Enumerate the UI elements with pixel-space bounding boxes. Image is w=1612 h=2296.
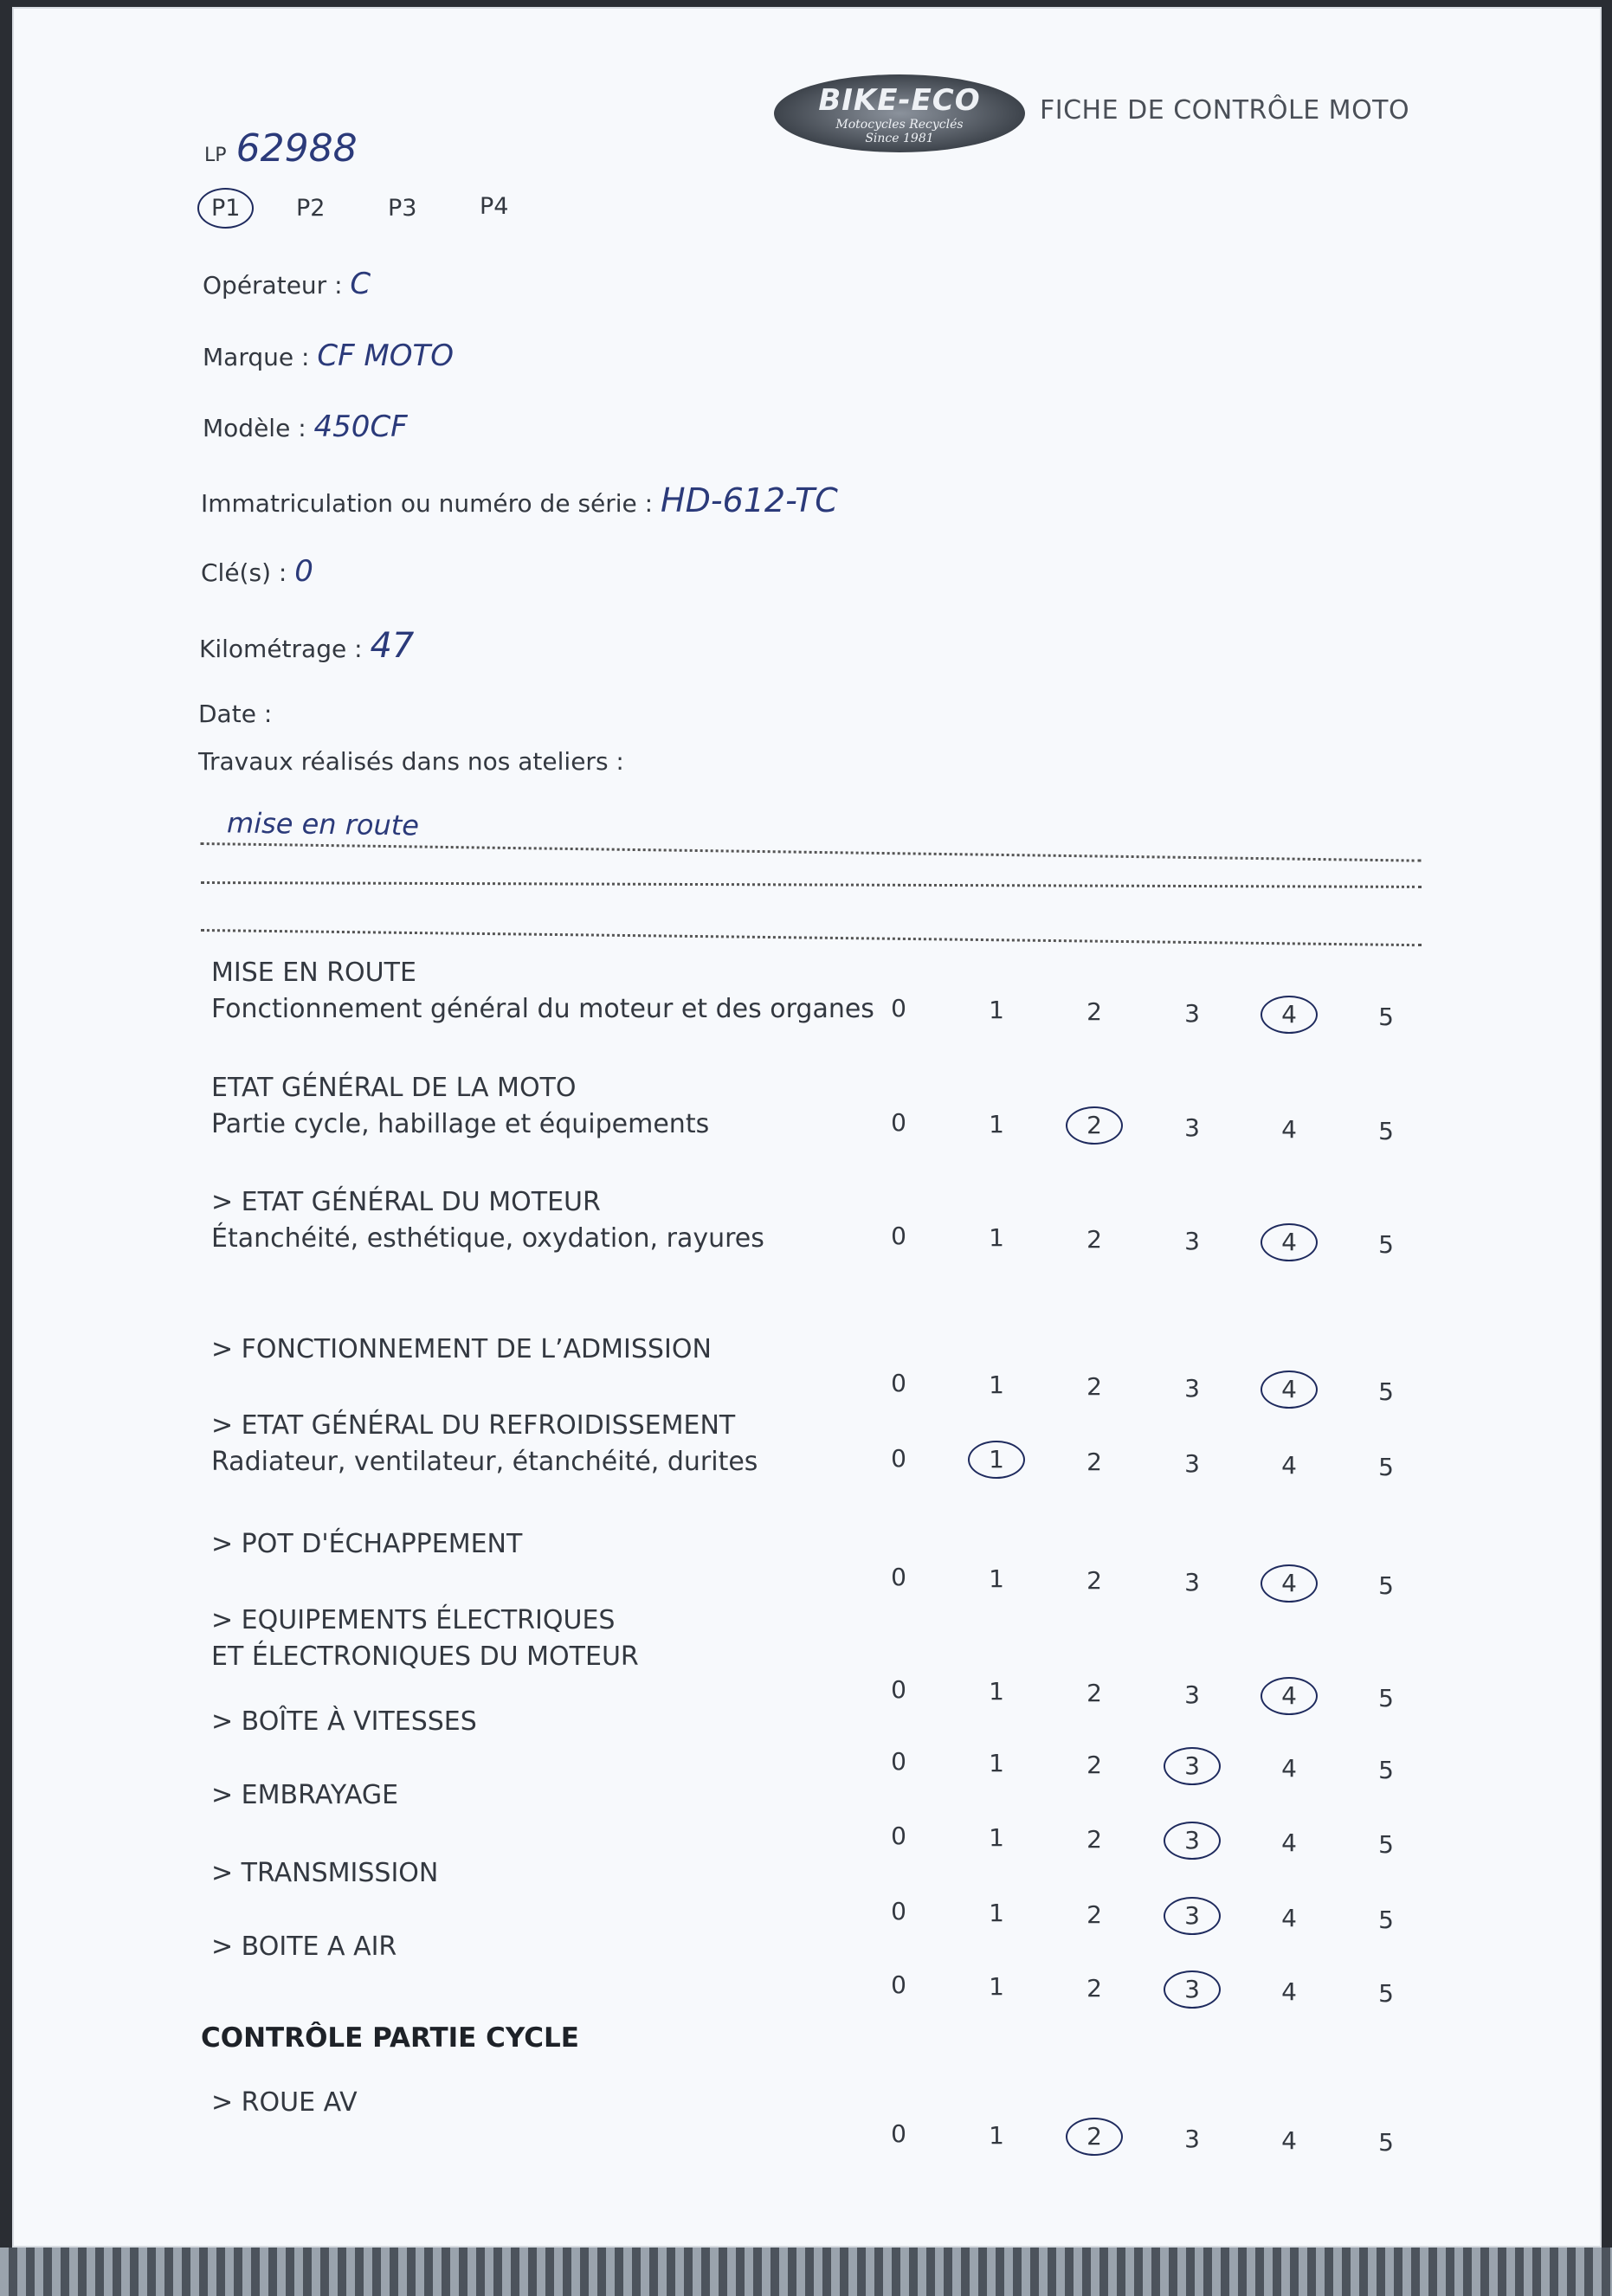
criterion-label-11 (211, 2085, 358, 2121)
criterion-label-4 (211, 1408, 758, 1480)
rating-option[interactable]: 2 (1086, 1900, 1102, 1929)
rating-option[interactable]: 1 (989, 1110, 1004, 1138)
marque-label: Marque : (203, 343, 310, 371)
rating-option[interactable]: 3 (1184, 1113, 1200, 1142)
rating-option-selected[interactable]: 4 (1261, 1564, 1318, 1603)
criterion-subtitle: Étanchéité, esthétique, oxydation, rayures (211, 1223, 764, 1254)
kilometrage-label: Kilométrage : (199, 635, 363, 663)
rating-option[interactable]: 1 (989, 2121, 1004, 2150)
rating-option[interactable]: 5 (1378, 1117, 1394, 1145)
rating-option[interactable]: 0 (891, 1369, 906, 1397)
rating-option[interactable]: 4 (1281, 1828, 1297, 1857)
logo-brand: BIKE-ECO (818, 83, 981, 118)
rating-option[interactable]: 4 (1281, 1977, 1297, 2006)
marque-value[interactable]: CF MOTO (317, 339, 455, 373)
criterion-subtitle: Fonctionnement général du moteur et des organes (211, 994, 874, 1024)
modele-label: Modèle : (203, 414, 306, 442)
criterion-title: > FONCTIONNEMENT DE L’ADMISSION (211, 1334, 712, 1364)
rating-option[interactable]: 0 (891, 1822, 906, 1850)
rating-option[interactable]: 2 (1086, 1679, 1102, 1707)
travaux-label: Travaux réalisés dans nos ateliers : (198, 747, 624, 776)
rating-option[interactable]: 3 (1184, 2125, 1200, 2153)
immatriculation-value[interactable]: HD-612-TC (661, 481, 838, 519)
rating-option[interactable]: 5 (1378, 1906, 1394, 1934)
rating-option[interactable]: 5 (1378, 1003, 1394, 1031)
rating-option[interactable]: 0 (891, 994, 906, 1022)
rating-option[interactable]: 2 (1086, 1825, 1102, 1854)
rating-option[interactable]: 0 (891, 1563, 906, 1591)
criterion-title: > BOÎTE À VITESSES (211, 1706, 477, 1737)
criterion-label-0 (211, 955, 874, 1028)
rating-option-selected[interactable]: 4 (1261, 996, 1318, 1034)
rating-option-selected[interactable]: 4 (1261, 1677, 1318, 1715)
criterion-title: > ROUE AV (211, 2087, 358, 2118)
rating-option[interactable]: 4 (1281, 2126, 1297, 2155)
tab-p2[interactable]: P2 (296, 195, 326, 222)
rating-option-selected[interactable]: 4 (1261, 1223, 1318, 1261)
rating-option[interactable]: 2 (1086, 997, 1102, 1026)
rating-option[interactable]: 1 (989, 1564, 1004, 1593)
operateur-value[interactable]: C (350, 267, 371, 301)
criterion-title: ETAT GÉNÉRAL DE LA MOTO (211, 1073, 577, 1103)
rating-option-selected[interactable]: 3 (1164, 1970, 1221, 2009)
rating-option[interactable]: 5 (1378, 1979, 1394, 2008)
rating-option[interactable]: 3 (1184, 999, 1200, 1028)
kilometrage-value[interactable]: 47 (370, 626, 415, 666)
form-sheet (12, 7, 1602, 2248)
rating-option[interactable]: 3 (1184, 1568, 1200, 1596)
rating-option[interactable]: 3 (1184, 1227, 1200, 1255)
rating-option[interactable]: 2 (1086, 1448, 1102, 1476)
criterion-title: > BOITE A AIR (211, 1932, 397, 1962)
criterion-subtitle: ET ÉLECTRONIQUES DU MOTEUR (211, 1641, 639, 1672)
operateur-label: Opérateur : (203, 271, 343, 300)
rating-grid (12, 7, 1602, 2248)
tab-p3[interactable]: P3 (388, 195, 417, 222)
rating-option[interactable]: 5 (1378, 1571, 1394, 1600)
rating-option[interactable]: 1 (989, 1899, 1004, 1927)
immatriculation-label: Immatriculation ou numéro de série : (201, 489, 654, 518)
rating-option-selected[interactable]: 3 (1164, 1747, 1221, 1785)
rating-option-selected[interactable]: 2 (1066, 1106, 1123, 1145)
criterion-label-10 (211, 1929, 397, 1965)
rating-option[interactable]: 0 (891, 1970, 906, 1999)
criterion-label-3 (211, 1332, 712, 1368)
logo-tagline: Motocycles Recyclés (835, 118, 964, 132)
criterion-title: > POT D'ÉCHAPPEMENT (211, 1529, 523, 1559)
date-label: Date : (198, 700, 273, 728)
rating-option[interactable]: 5 (1378, 1377, 1394, 1406)
cles-value[interactable]: 0 (294, 554, 313, 589)
tab-p1[interactable]: P1 (197, 188, 254, 229)
criterion-title: > EMBRAYAGE (211, 1780, 399, 1810)
lp-label: LP (204, 145, 227, 166)
rating-option-selected[interactable]: 2 (1066, 2118, 1123, 2156)
travaux-value: mise en route (226, 806, 420, 842)
lp-value: 62988 (235, 126, 358, 171)
rating-option[interactable]: 5 (1378, 1830, 1394, 1859)
rating-option[interactable]: 0 (891, 2119, 906, 2148)
tab-p4[interactable]: P4 (480, 193, 509, 220)
criterion-label-5 (211, 1526, 522, 1563)
rating-option[interactable]: 5 (1378, 1230, 1394, 1259)
rating-option[interactable]: 2 (1086, 1751, 1102, 1779)
rating-option[interactable]: 5 (1378, 1453, 1394, 1481)
criterion-label-1 (211, 1070, 709, 1143)
criterion-label-8 (211, 1777, 398, 1814)
rating-option[interactable]: 0 (891, 1675, 906, 1704)
rating-option[interactable]: 4 (1281, 1904, 1297, 1932)
logo-since: Since 1981 (865, 132, 934, 145)
rating-option-selected[interactable]: 1 (968, 1441, 1025, 1479)
rating-option[interactable]: 1 (989, 1677, 1004, 1706)
criterion-label-7 (211, 1704, 477, 1740)
rating-option[interactable]: 5 (1378, 1684, 1394, 1712)
rating-option[interactable]: 5 (1378, 1756, 1394, 1784)
criterion-title: MISE EN ROUTE (211, 958, 416, 988)
criterion-title: > TRANSMISSION (211, 1858, 439, 1888)
criterion-subtitle: Radiateur, ventilateur, étanchéité, durites (211, 1447, 758, 1477)
rating-option[interactable]: 1 (989, 1823, 1004, 1852)
criterion-title: > ETAT GÉNÉRAL DU MOTEUR (211, 1187, 601, 1217)
rating-option[interactable]: 1 (989, 1371, 1004, 1399)
rating-option-selected[interactable]: 3 (1164, 1822, 1221, 1860)
modele-value[interactable]: 450CF (313, 410, 408, 444)
rating-option[interactable]: 3 (1184, 1449, 1200, 1478)
criterion-title: > EQUIPEMENTS ÉLECTRIQUES (211, 1605, 616, 1635)
binder-edge (0, 2248, 1612, 2296)
rating-option-selected[interactable]: 3 (1164, 1897, 1221, 1935)
criterion-label-9 (211, 1855, 438, 1892)
criterion-subtitle: Partie cycle, habillage et équipements (211, 1109, 710, 1139)
rating-option[interactable]: 3 (1184, 1680, 1200, 1709)
criterion-title: > ETAT GÉNÉRAL DU REFROIDISSEMENT (211, 1410, 736, 1441)
criterion-label-6 (211, 1603, 639, 1675)
rating-option[interactable]: 1 (989, 996, 1004, 1024)
rating-option[interactable]: 1 (989, 1223, 1004, 1252)
rating-option[interactable]: 0 (891, 1444, 906, 1473)
rating-option-selected[interactable]: 4 (1261, 1371, 1318, 1409)
rating-option[interactable]: 4 (1281, 1451, 1297, 1480)
rating-option[interactable]: 3 (1184, 1374, 1200, 1403)
rating-option[interactable]: 0 (891, 1897, 906, 1925)
rating-option[interactable]: 4 (1281, 1115, 1297, 1144)
rating-option[interactable]: 4 (1281, 1754, 1297, 1783)
rating-option[interactable]: 2 (1086, 1372, 1102, 1401)
rating-option[interactable]: 2 (1086, 1974, 1102, 2003)
rating-option[interactable]: 0 (891, 1747, 906, 1776)
rating-option[interactable]: 2 (1086, 1566, 1102, 1595)
rating-option[interactable]: 2 (1086, 1225, 1102, 1254)
rating-option[interactable]: 1 (989, 1972, 1004, 2001)
rating-option[interactable]: 5 (1378, 2128, 1394, 2157)
rating-option[interactable]: 0 (891, 1108, 906, 1137)
cles-label: Clé(s) : (201, 558, 287, 587)
rating-option[interactable]: 1 (989, 1749, 1004, 1777)
criterion-label-2 (211, 1184, 764, 1257)
section-title-partie-cycle: CONTRÔLE PARTIE CYCLE (201, 2022, 579, 2054)
rating-option[interactable]: 0 (891, 1222, 906, 1250)
document-title: FICHE DE CONTRÔLE MOTO (1040, 95, 1410, 126)
